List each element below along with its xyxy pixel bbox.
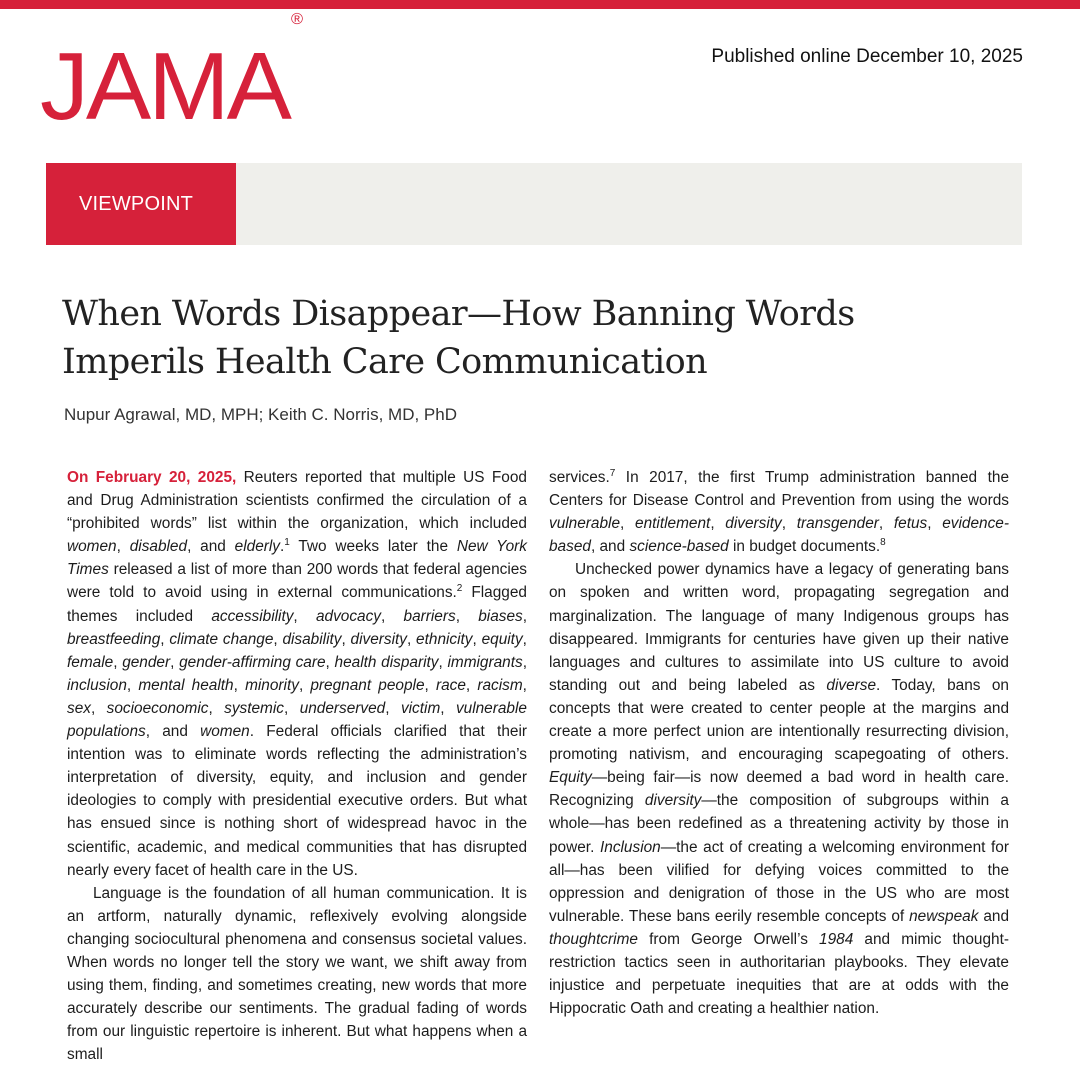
paragraph-2: Language is the foundation of all human communication. It is an artform, naturally dynamic, reflexively evolving alongside changing sociocultural phenomena and consensus societal values. When words no longer tell the story we want, we shift away from using them, finding, and sometimes creating, new words that more accurately describe our sentiments. The gradual fading of words from our linguistic repertoire is inherent. But what happens when a small [67,884,527,1064]
body-column-right [549,466,1009,1020]
body-column-left [67,466,527,1066]
section-banner [46,163,1022,245]
article-title: When Words Disappear—How Banning Words Imperils Health Care Communication [62,294,855,382]
section-label: VIEWPOINT [79,193,194,215]
paragraph-1: On February 20, 2025, Reuters reported that multiple US Food and Drug Administration scientists confirmed the circulation of a “prohibited words” list within the organization, which included women, disabled, and elderly.$^1$ Two weeks later the New York Times released a list of more than 200 words that federal agencies were told to avoid using in external communications.$^2$ Flagged themes included accessibility, advocacy, barriers, biases, breastfeeding, climate change, disability, diversity, ethnicity, equity, female, gender, gender-affirming care, health disparity, immigrants, inclusion, mental health, minority, pregnant people, race, racism, sex, socioeconomic, systemic, underserved, victim, vulnerable populations, and women. Federal officials clarified that their intention was to eliminate words reflecting the administration’s interpretation of diversity, equity, and inclusion and gender ideologies to comply with presidential executive orders. But what has ensued since is nothing short of widespread havoc in the scientific, academic, and medical communities that has disrupted nearly every facet of health care in the US. [67,469,527,879]
paragraph-3: services.$^7$ In 2017, the first Trump administration banned the Centers for Disease Control and Prevention from using the words vulnerable, entitlement, diversity, transgender, fetus, evidence-based, and science-based in budget documents.$^8$ [549,467,1009,556]
publication-date: Published online December 10, 2025 [711,46,1023,67]
journal-logo: JAMA® [40,11,303,140]
section-tag [46,163,236,245]
article-authors: Nupur Agrawal, MD, MPH; Keith C. Norris, MD, PhD [64,405,457,424]
lead-in: On February 20, 2025, [67,469,237,486]
top-accent-bar [0,0,1080,9]
paragraph-4: Unchecked power dynamics have a legacy of generating bans on spoken and written word, propagating segregation and marginalization. The language of many Indigenous groups has disappeared. Immigrants for centuries have given up their native languages and cultures to assimilate into US culture to avoid standing out and being labeled as diverse. Today, bans on concepts that were created to center people at the margins and create a more perfect union are intentionally resurrecting division, promoting nativism, and encouraging scapegoating of others. Equity—being fair—is now deemed a bad word in health care. Recognizing diversity—the composition of subgroups within a whole—has been redefined as a threatening activity by those in power. Inclusion—the act of creating a welcoming environment for all—has been vilified for defying voices committed to the oppression and denigration of those in the US who are most vulnerable. These bans eerily resemble concepts of newspeak and thoughtcrime from George Orwell’s 1984 and mimic thought-restriction tactics seen in authoritarian playbooks. They elevate injustice and perpetuate inequities that are at odds with the Hippocratic Oath and creating a healthier nation. [549,561,1009,1018]
